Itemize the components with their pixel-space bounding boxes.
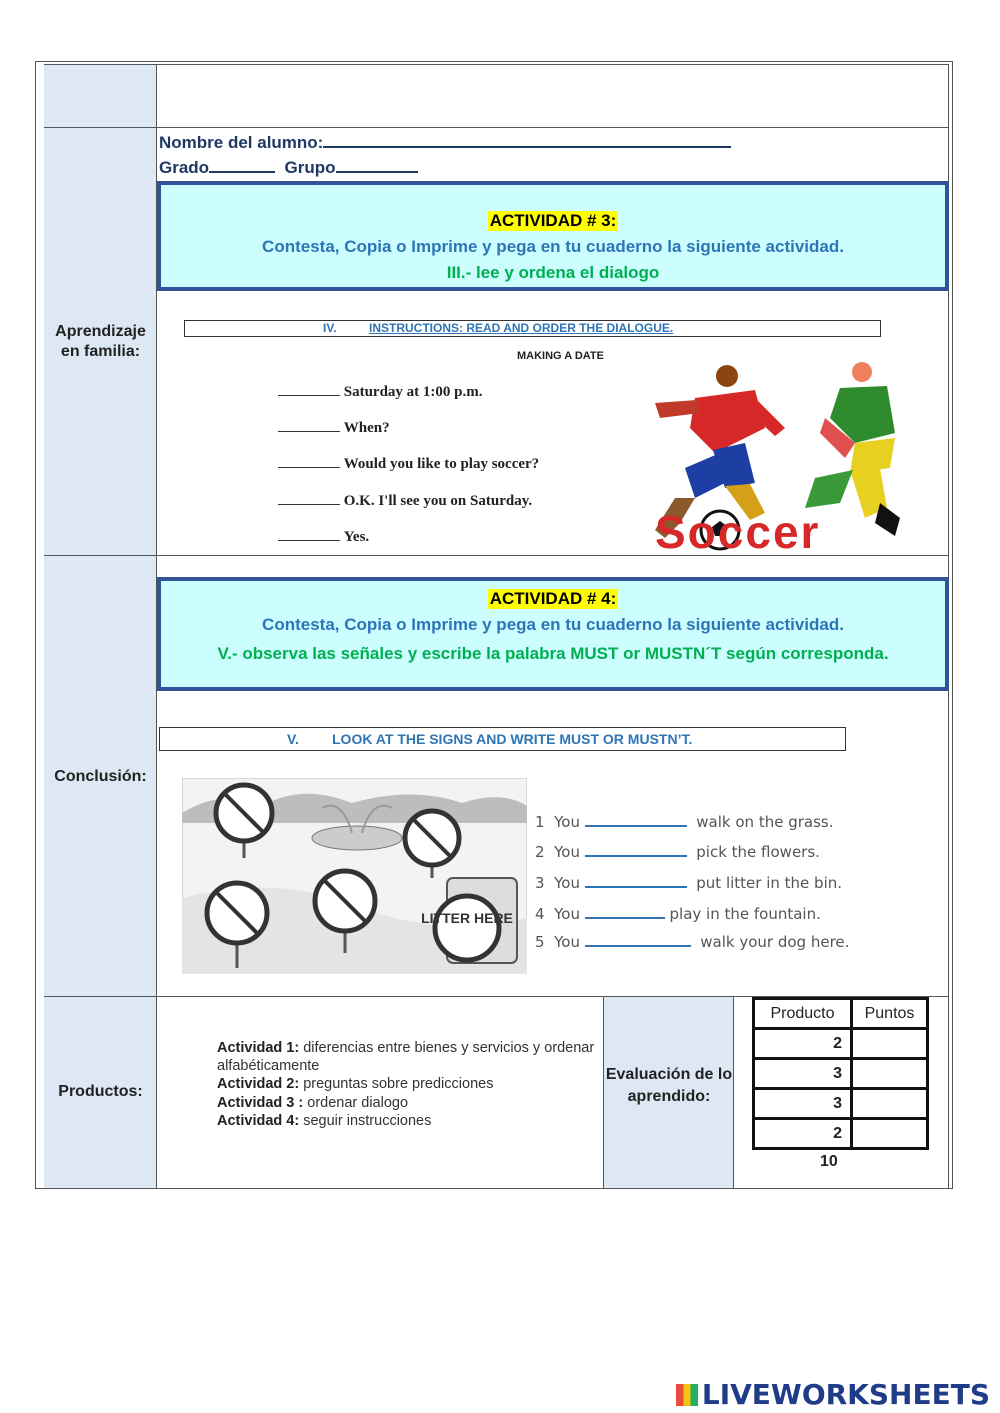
dialogue-line[interactable]: Yes. xyxy=(278,529,369,546)
activity3-subtitle: III.- lee y ordena el dialogo xyxy=(446,263,660,282)
activity4-instruction: Contesta, Copia o Imprime y pega en tu cuaderno la siguiente actividad. xyxy=(262,615,844,634)
top-border xyxy=(44,64,949,65)
score-points-input[interactable] xyxy=(852,1119,928,1149)
label-conclusion: Conclusión: xyxy=(54,768,147,785)
order-blank[interactable] xyxy=(278,467,340,468)
dialogue-instruction-text: INSTRUCTIONS: READ AND ORDER THE DIALOGUE. xyxy=(369,321,674,335)
grade-group-line xyxy=(159,158,418,178)
litter-sign-text: LITTER HERE xyxy=(421,910,513,926)
score-product-value: 3 xyxy=(754,1089,852,1119)
evaluation-label: Evaluación de lo aprendido: xyxy=(605,1066,733,1105)
must-blank[interactable] xyxy=(585,825,687,827)
park-signs-illustration xyxy=(182,778,527,974)
dialogue-instruction-box xyxy=(184,320,881,337)
row-divider-2 xyxy=(44,555,949,556)
activity3-instruction: Contesta, Copia o Imprime y pega en tu cuaderno la siguiente actividad. xyxy=(262,237,844,256)
dialogue-line[interactable]: Saturday at 1:00 p.m. xyxy=(278,384,483,401)
grupo-blank[interactable] xyxy=(336,171,418,173)
student-name-label: Nombre del alumno: xyxy=(159,133,324,152)
activity3-box xyxy=(157,181,949,291)
product-activity2: Actividad 2: preguntas sobre predicciones xyxy=(217,1076,494,1092)
must-blank[interactable] xyxy=(585,886,687,888)
soccer-illustration xyxy=(625,358,910,553)
signs-instruction-box xyxy=(159,727,846,751)
product-activity4: Actividad 4: seguir instrucciones xyxy=(217,1113,432,1129)
order-blank[interactable] xyxy=(278,431,340,432)
sign-item[interactable]: 1 You walk on the grass. xyxy=(535,813,834,831)
student-name-line[interactable] xyxy=(159,133,731,153)
dialogue-instruction-num: IV. xyxy=(323,321,337,335)
bottom-border xyxy=(44,1188,949,1189)
grado-label: Grado xyxy=(159,158,210,177)
label-column xyxy=(44,64,157,1188)
grupo-label: Grupo xyxy=(284,158,336,177)
sign-item[interactable]: 5 You walk your dog here. xyxy=(535,933,850,951)
must-blank[interactable] xyxy=(585,917,665,919)
signs-instruction-num: V. xyxy=(287,731,299,747)
label-productos: Productos: xyxy=(58,1083,143,1100)
soccer-word: Soccer xyxy=(655,506,821,553)
order-blank[interactable] xyxy=(278,540,340,541)
liveworksheets-logo: LIVEWORKSHEETS xyxy=(676,1378,990,1411)
score-table xyxy=(752,997,929,1150)
product-activity3: Actividad 3 : ordenar dialogo xyxy=(217,1095,409,1111)
dialogue-line[interactable]: When? xyxy=(278,420,390,437)
must-blank[interactable] xyxy=(585,945,691,947)
activity4-title: ACTIVIDAD # 4: xyxy=(489,589,617,608)
activity4-subtitle: V.- observa las señales y escribe la palabra MUST or MUSTN´T según corresponda. xyxy=(217,644,889,663)
row-divider-1 xyxy=(44,127,949,128)
score-product-value: 2 xyxy=(754,1119,852,1149)
product-activity1: Actividad 1: diferencias entre bienes y servicios y ordenar alfabéticamente xyxy=(217,1040,595,1074)
order-blank[interactable] xyxy=(278,504,340,505)
sign-item[interactable]: 4 You play in the fountain. xyxy=(535,905,821,923)
score-points-input[interactable] xyxy=(852,1089,928,1119)
sign-item[interactable]: 3 You put litter in the bin. xyxy=(535,874,843,892)
dialogue-title: MAKING A DATE xyxy=(517,350,604,362)
signs-instruction-text: LOOK AT THE SIGNS AND WRITE MUST OR MUSTN’T. xyxy=(332,731,693,747)
dialogue-line[interactable]: Would you like to play soccer? xyxy=(278,456,539,473)
score-product-value: 3 xyxy=(754,1059,852,1089)
sign-item[interactable]: 2 You pick the flowers. xyxy=(535,843,820,861)
score-product-value: 2 xyxy=(754,1029,852,1059)
label-aprendizaje: Aprendizaje en familia: xyxy=(55,323,146,360)
must-blank[interactable] xyxy=(585,855,687,857)
order-blank[interactable] xyxy=(278,395,340,396)
liveworksheets-logo-icon xyxy=(676,1384,698,1406)
score-points-input[interactable] xyxy=(852,1059,928,1089)
score-header-points: Puntos xyxy=(852,999,928,1029)
score-total: 10 xyxy=(820,1153,838,1170)
student-name-blank[interactable] xyxy=(323,146,731,148)
grado-blank[interactable] xyxy=(209,171,275,173)
activity3-title: ACTIVIDAD # 3: xyxy=(489,211,617,230)
activity4-box xyxy=(157,577,949,691)
dialogue-line[interactable]: O.K. I'll see you on Saturday. xyxy=(278,493,532,510)
score-header-product: Producto xyxy=(754,999,852,1029)
score-points-input[interactable] xyxy=(852,1029,928,1059)
